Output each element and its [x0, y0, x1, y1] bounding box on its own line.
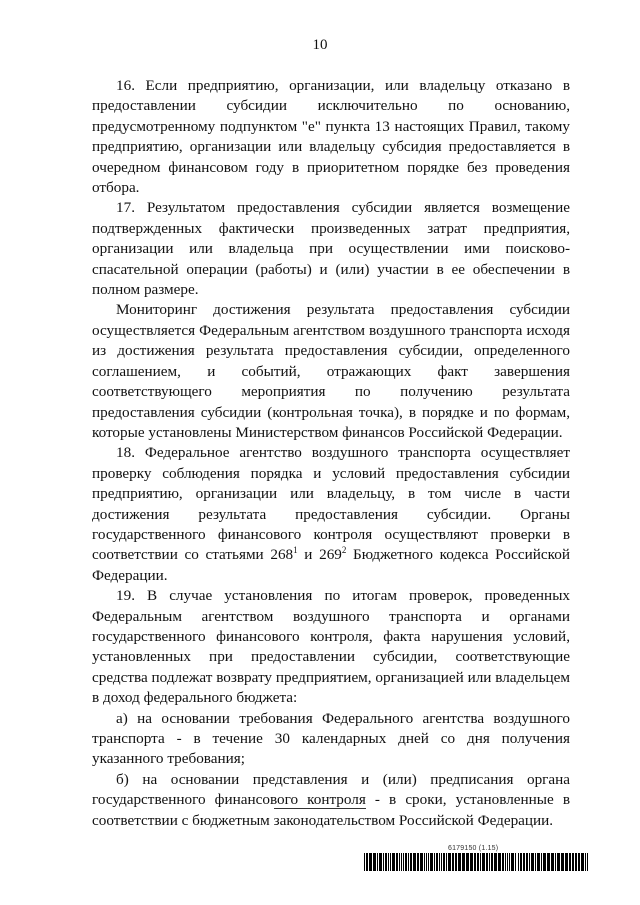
paragraph-17-monitoring: Мониторинг достижения результата предоставления субсидии осуществляется Федеральным агентством воздушного транспорта исходя из достижения результата предоставления субсидии, определенного соглашением, и событий, отражающих факт завершения соответствующего мероприятия по получению результата предоставления субсидии (контрольная точка), в порядке и по формам, которые установлены Министерством финансов Российской Федерации. — [92, 301, 570, 441]
superscript-2: 2 — [341, 545, 347, 556]
paragraph-16: 16. Если предприятию, организации, или владельцу отказано в предоставлении субсидии исключительно по основанию, предусмотренному подпунктом "е" пункта 13 настоящих Правил, такому предприятию, организации или владельцу субсидия предоставляется в очередном финансовом году в приоритетном порядке без проведения отбора. — [92, 77, 570, 197]
separator-line — [274, 808, 366, 809]
barcode-code: 6179150 (1.15) — [448, 845, 499, 852]
paragraph-18 — [92, 443, 570, 586]
paragraph-19: 19. В случае установления по итогам проверок, проведенных Федеральным агентством воздушного транспорта и органами государственного финансового контроля, факта нарушения условий, установленных при предоставлении субсидии, соответствующие средства подлежат возврату предприятием, организацией или владельцем в доход федерального бюджета: — [92, 587, 570, 707]
paragraph-18-text-1: 18. Федеральное агентство воздушного транспорта осуществляет проверку соблюдения порядка и условий предоставления субсидии предприятию, организации или владельцу, в том числе в части достижения результата предоставления субсидии. Органы государственного финансового контроля осуществляют проверки в соответствии со статьями 268 — [92, 444, 570, 564]
barcode-icon — [364, 853, 590, 871]
paragraph-17: 17. Результатом предоставления субсидии является возмещение подтвержденных фактически произведенных затрат предприятия, организации или владельца при осуществлении ими поисково-спасательной операции (работы) и (или) участии в ее обеспечении в полном размере. — [92, 199, 570, 299]
paragraph-18-text-3: Бюджетного кодекса Российской Федерации. — [92, 546, 570, 584]
paragraph-18-text-2: и 269 — [297, 546, 342, 564]
paragraph-19b: б) на основании представления и (или) предписания органа государственного финансового контроля - в сроки, установленные в соответствии с бюджетным законодательством Российской Федерации. — [92, 770, 570, 829]
page-number: 10 — [312, 37, 328, 53]
paragraph-19a: а) на основании требования Федерального агентства воздушного транспорта - в течение 30 календарных дней со дня получения указанного требования; — [92, 709, 570, 768]
superscript-1: 1 — [293, 545, 298, 556]
document-body — [92, 76, 570, 831]
